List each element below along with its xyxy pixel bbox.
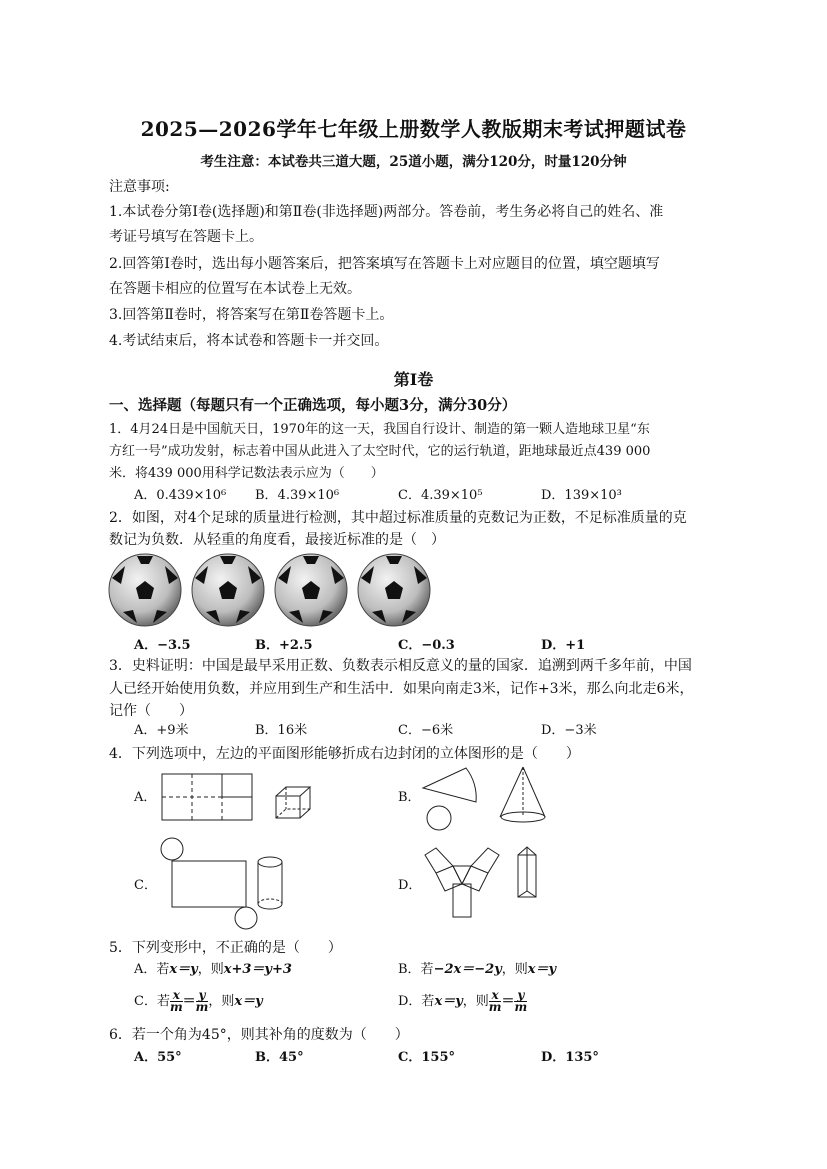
q5-b-prefix: B．若 <box>398 962 434 977</box>
q5-a-condition: x＝y <box>169 962 198 977</box>
exam-subtitle: 考生注意：本试卷共三道大题，25道小题，满分120分，时量120分钟 <box>200 154 627 170</box>
q6-option-d: D．135° <box>541 1050 599 1065</box>
q4-option-a: A． <box>134 790 157 805</box>
q2-line: 2．如图，对4个足球的质量进行检测，其中超过标准质量的克数记为正数，不足标准质量的克 <box>109 510 687 526</box>
q6-option-b: B．45° <box>255 1050 304 1065</box>
q5-a-result: x+3＝y+3 <box>223 962 292 977</box>
q3-option-b: B．16米 <box>255 723 308 738</box>
q6-line: 6．若一个角为45°，则其补角的度数为（ ） <box>109 1027 409 1043</box>
soccer-ball-icon <box>358 554 430 626</box>
q5-d-then: ，则 <box>462 994 489 1009</box>
cone-net-figure <box>418 765 558 835</box>
q5-option-a <box>134 962 292 978</box>
part1-title: 第Ⅰ卷 <box>393 370 434 389</box>
notes-line: 考证号填写在答题卡上。 <box>109 229 263 245</box>
notes-line: 3.回答第Ⅱ卷时，将答案写在第Ⅱ卷答题卡上。 <box>109 307 394 323</box>
fraction-x-over-m: $\frac{x}{m}$ <box>169 988 183 1014</box>
q5-c-result: x＝y <box>234 994 263 1009</box>
q2-option-d: D．+1 <box>541 638 586 653</box>
q3-line: 记作（ ） <box>109 703 193 719</box>
q4-option-d: D． <box>398 878 422 893</box>
q5-a-prefix: A．若 <box>134 962 170 977</box>
cube-net-figure <box>155 773 330 823</box>
q6-option-a: A．55° <box>134 1050 182 1065</box>
notes-line: 4.考试结束后，将本试卷和答题卡一并交回。 <box>109 333 389 349</box>
fraction-y-over-m: $\frac{y}{m}$ <box>195 988 209 1014</box>
q3-option-d: D．−3米 <box>541 723 597 738</box>
notes-heading: 注意事项: <box>109 179 170 195</box>
q4-option-b: B． <box>398 790 421 805</box>
q5-line: 5．下列变形中，不正确的是（ ） <box>109 940 342 956</box>
soccer-ball-icon <box>192 554 264 626</box>
q6-option-c: C．155° <box>398 1050 455 1065</box>
q2-option-a: A．−3.5 <box>134 638 191 653</box>
q2-option-c: C．−0.3 <box>398 638 455 653</box>
soccer-ball-icon <box>275 554 347 626</box>
q1-option-d: D．139×10³ <box>541 488 622 503</box>
q3-line: 3．史料证明：中国是最早采用正数、负数表示相反意义的量的国家．追溯到两千多年前，中国 <box>109 658 692 674</box>
soccer-balls-figure <box>105 552 435 628</box>
q5-a-then: ，则 <box>197 962 224 977</box>
q5-c-prefix: C．若 <box>134 994 170 1009</box>
notes-line: 2.回答第Ⅰ卷时，选出每小题答案后，把答案填写在答题卡上对应题目的位置，填空题填写 <box>109 256 660 272</box>
q5-c-then: ，则 <box>208 994 235 1009</box>
q1-line: 1．4月24日是中国航天日，1970年的这一天，我国自行设计、制造的第一颗人造地球卫星“东 <box>109 422 650 437</box>
q1-line: 米．将439 000用科学记数法表示应为（ ） <box>109 466 384 481</box>
soccer-ball-icon <box>109 554 181 626</box>
q2-option-b: B．+2.5 <box>255 638 313 653</box>
notes-line: 1.本试卷分第Ⅰ卷(选择题)和第Ⅱ卷(非选择题)两部分。答卷前，考生务必将自己的姓名、准 <box>109 204 664 220</box>
q1-option-c: C．4.39×10⁵ <box>398 488 483 503</box>
q5-d-condition: x＝y <box>434 994 463 1009</box>
q5-d-prefix: D．若 <box>398 994 435 1009</box>
cylinder-net-figure <box>155 836 290 931</box>
q5-option-b <box>398 962 556 978</box>
q2-line: 数记为负数．从轻重的角度看，最接近标准的是（ ） <box>109 532 445 548</box>
fraction-x-over-m: $\frac{x}{m}$ <box>488 988 502 1014</box>
q3-line: 人已经开始使用负数，并应用到生产和生活中．如果向南走3米，记作+3米，那么向北走6米， <box>109 681 694 697</box>
q3-option-c: C．−6米 <box>398 723 454 738</box>
q5-option-c: C．若 $\frac{x}{m}$ ＝ $\frac{y}{m}$ ，则x＝y <box>134 988 263 1014</box>
q5-b-result: x＝y <box>527 962 557 977</box>
q1-option-b: B．4.39×10⁶ <box>255 488 340 503</box>
q3-option-a: A．+9米 <box>134 723 189 738</box>
q1-line: 方红一号”成功发射，标志着中国从此进入了太空时代，它的运行轨道，距地球最近点439 000 <box>109 444 651 459</box>
q4-line: 4．下列选项中，左边的平面图形能够折成右边封闭的立体图形的是（ ） <box>109 746 580 762</box>
q5-option-d: D．若x＝y，则 $\frac{x}{m}$ ＝ $\frac{y}{m}$ <box>398 988 528 1014</box>
q5-b-condition: −2x＝−2y <box>433 962 502 977</box>
q4-option-c: C． <box>134 878 157 893</box>
exam-title: 2025—2026学年七年级上册数学人教版期末考试押题试卷 <box>140 117 687 141</box>
q5-b-then: ，则 <box>501 962 528 977</box>
notes-line: 在答题卡相应的位置写在本试卷上无效。 <box>109 281 361 297</box>
prism-net-figure <box>420 845 560 920</box>
fraction-y-over-m: $\frac{y}{m}$ <box>514 988 528 1014</box>
q1-option-a: A．0.439×10⁶ <box>134 488 227 503</box>
section1-title: 一、选择题（每题只有一个正确选项，每小题3分，满分30分） <box>109 397 517 414</box>
